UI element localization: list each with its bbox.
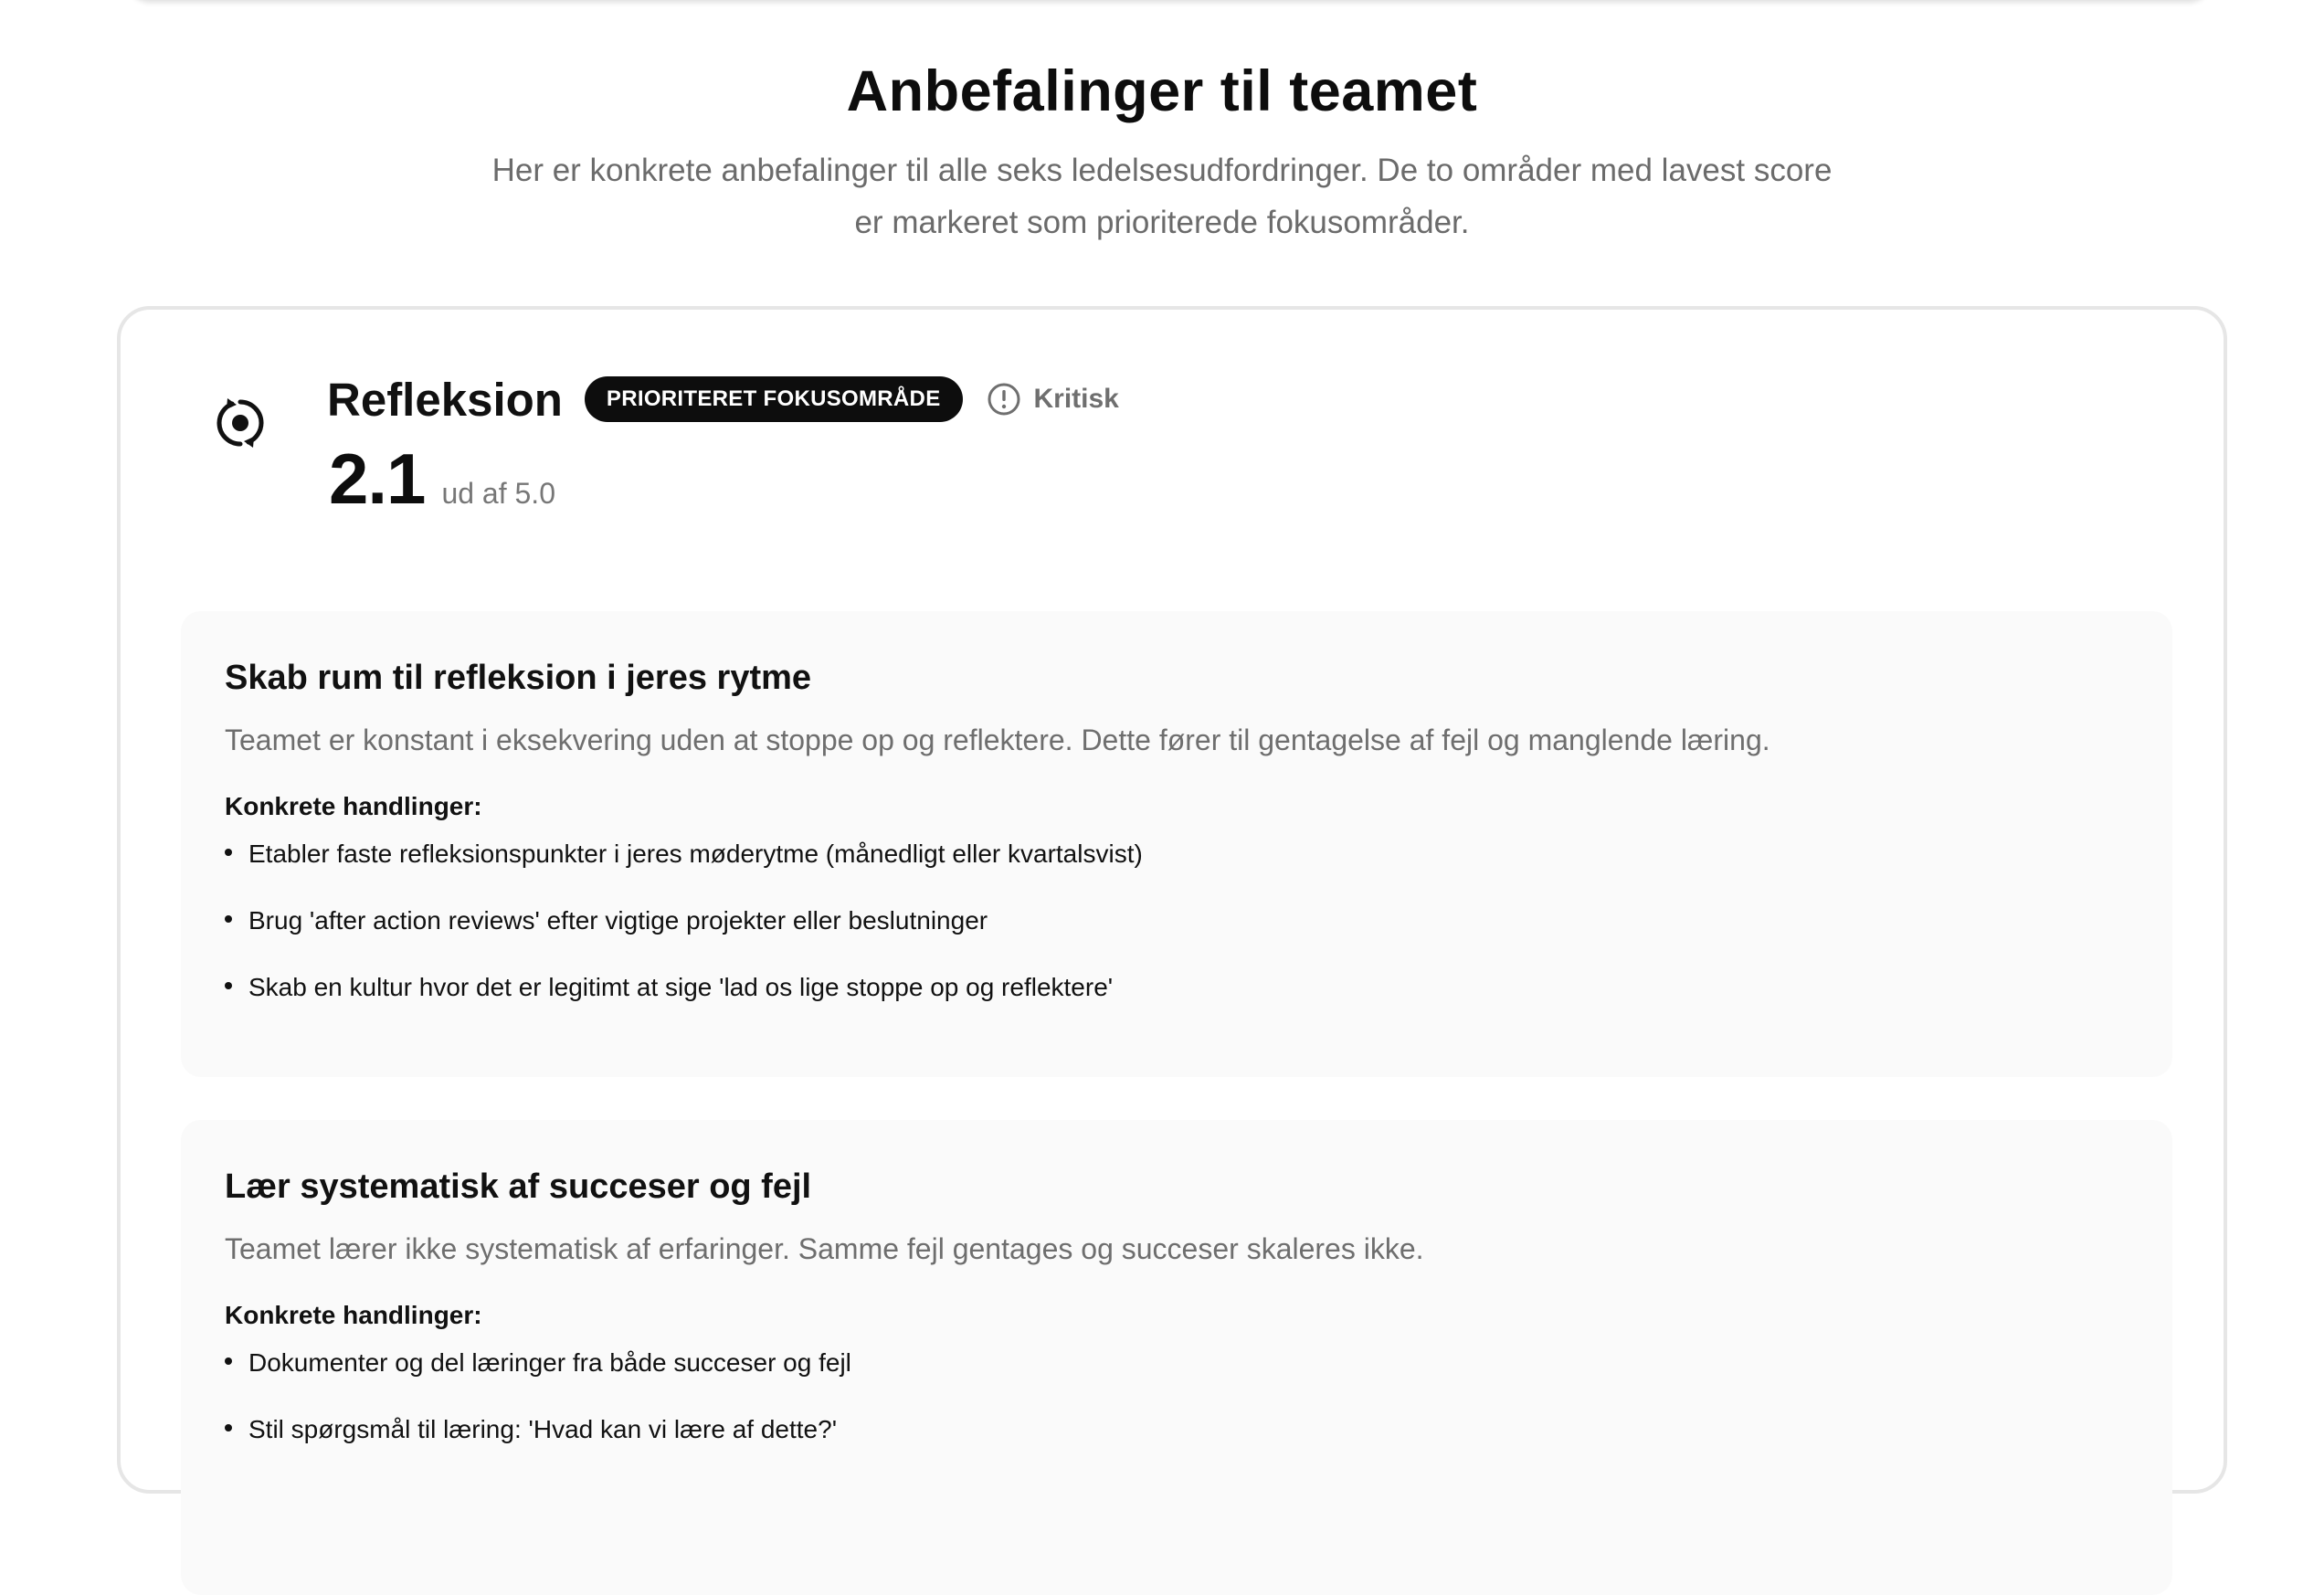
recommendation-title: Skab rum til refleksion i jeres rytme bbox=[225, 659, 812, 697]
action-item bbox=[225, 1411, 2129, 1448]
actions-label: Konkrete handlinger: bbox=[225, 1301, 482, 1329]
action-item bbox=[225, 969, 2129, 1006]
action-text: Dokumenter og del læringer fra både succeser og fejl bbox=[248, 1348, 851, 1377]
action-item bbox=[225, 836, 2129, 872]
actions-list bbox=[225, 1345, 2129, 1448]
area-heading-row bbox=[327, 369, 1119, 429]
score-value: 2.1 bbox=[329, 438, 426, 519]
score-row bbox=[329, 438, 555, 521]
actions-list bbox=[225, 836, 2129, 1006]
bullet bbox=[225, 982, 232, 989]
recommendation-title: Lær systematisk af succeser og fejl bbox=[225, 1167, 812, 1206]
score-max: ud af 5.0 bbox=[441, 477, 555, 510]
recommendation-description: Teamet er konstant i eksekvering uden at stoppe op og reflektere. Dette fører til gentagelse af fejl og manglende læring. bbox=[225, 724, 1770, 756]
action-item bbox=[225, 903, 2129, 939]
bullet bbox=[225, 1424, 232, 1431]
section-header bbox=[0, 57, 2324, 248]
bullet bbox=[225, 1357, 232, 1365]
severity-indicator bbox=[987, 382, 1119, 417]
action-text: Stil spørgsmål til læring: 'Hvad kan vi lære af dette?' bbox=[248, 1415, 838, 1443]
alert-circle-icon bbox=[987, 382, 1021, 417]
area-name: Refleksion bbox=[327, 373, 563, 426]
action-text: Skab en kultur hvor det er legitimt at sige 'lad os lige stoppe op og reflektere' bbox=[248, 973, 1114, 1001]
action-text: Brug 'after action reviews' efter vigtige projekter eller beslutninger bbox=[248, 906, 988, 935]
action-text: Etabler faste refleksionspunkter i jeres møderytme (månedligt eller kvartalsvist) bbox=[248, 840, 1143, 868]
bullet bbox=[225, 849, 232, 856]
focus-area-card bbox=[117, 306, 2227, 1494]
recommendation-block bbox=[181, 1120, 2172, 1595]
bullet bbox=[225, 915, 232, 923]
actions-label: Konkrete handlinger: bbox=[225, 792, 482, 820]
severity-label: Kritisk bbox=[1033, 384, 1119, 414]
action-item bbox=[225, 1345, 2129, 1381]
refresh-target-icon bbox=[214, 396, 267, 449]
page-title: Anbefalinger til teamet bbox=[846, 59, 1478, 123]
recommendation-block bbox=[181, 611, 2172, 1077]
priority-badge: PRIORITERET FOKUSOMRÅDE bbox=[585, 376, 963, 422]
recommendation-description: Teamet lærer ikke systematisk af erfaringer. Samme fejl gentages og succeser skaleres ikke. bbox=[225, 1232, 1424, 1265]
page-subtitle: Her er konkrete anbefalinger til alle seks ledelsesudfordringer. De to områder med lavest score er markeret som prioriterede fokusområder. bbox=[491, 153, 1833, 240]
